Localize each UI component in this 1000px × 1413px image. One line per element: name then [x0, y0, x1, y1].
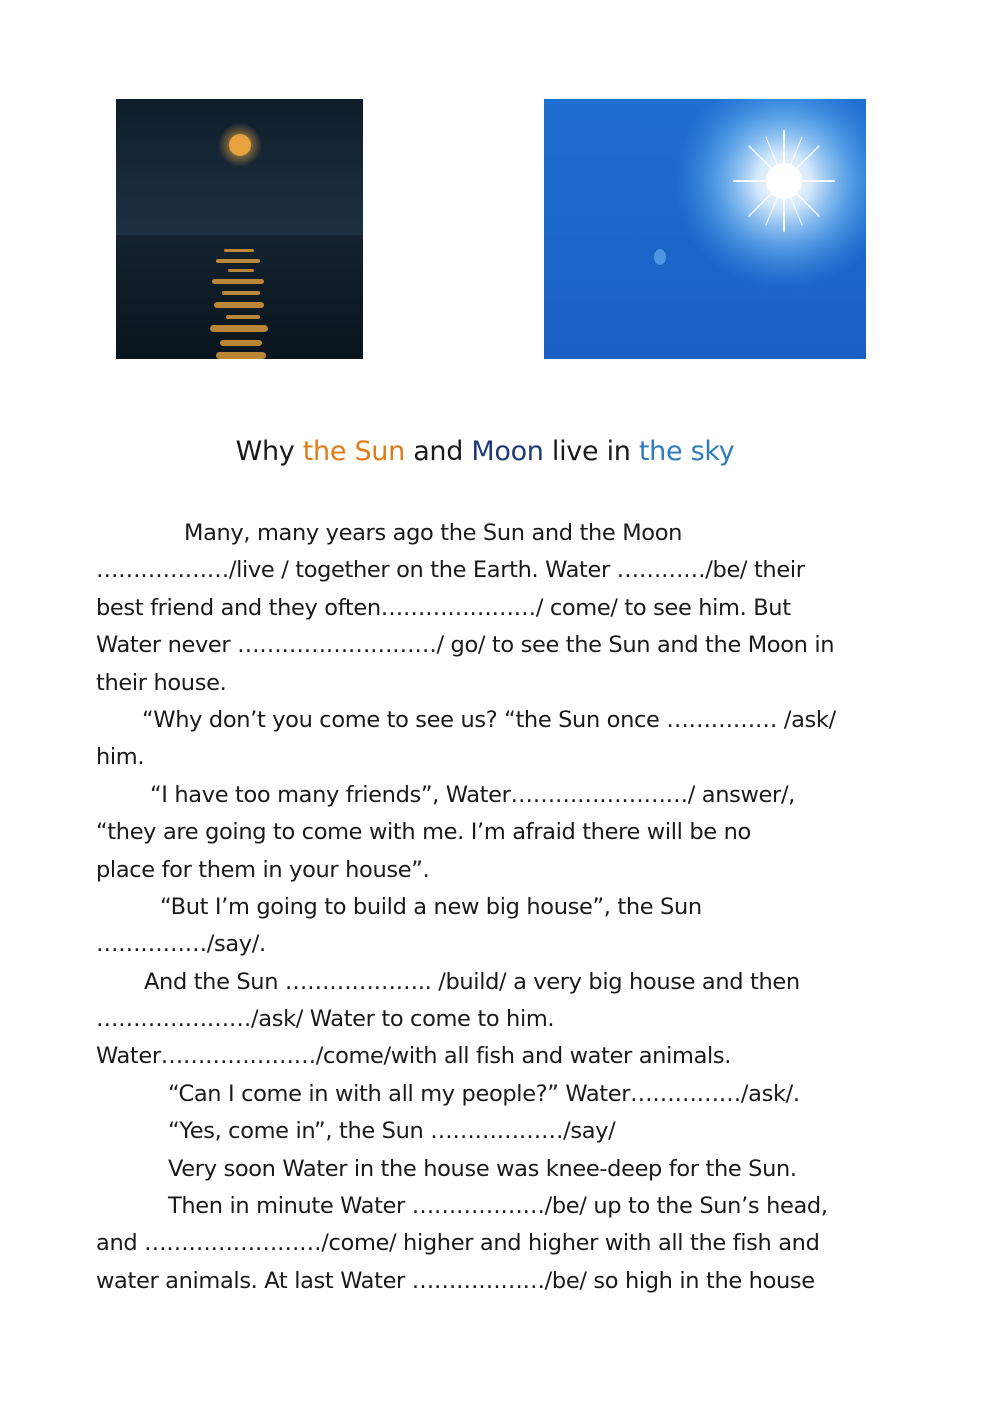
moon-photo [116, 99, 363, 359]
story-line: their house. [96, 669, 227, 696]
sun-photo [544, 99, 866, 359]
title-moon: Moon [471, 436, 544, 467]
story-line: Many, many years ago the Sun and the Moon [184, 520, 683, 546]
title-live-in: live in [543, 436, 639, 467]
story-line: “I have too many friends”, Water……………………/ answer/, [150, 781, 795, 808]
story-line: “But I’m going to build a new big house”, the Sun [160, 893, 702, 920]
story-line: and ……………………/come/ higher and higher with all the fish and [96, 1230, 820, 1257]
story-text [96, 515, 916, 1300]
story-line: Water…………………/come/with all fish and water animals. [96, 1043, 732, 1070]
story-line: place for them in your house”. [96, 856, 430, 883]
story-line: “Why don’t you come to see us? “the Sun once …………… /ask/ [142, 706, 836, 733]
title-the-sky: the sky [638, 436, 735, 467]
story-line: water animals. At last Water ………………/be/ so high in the house [96, 1267, 815, 1294]
story-line: “they are going to come with me. I’m afraid there will be no [96, 819, 751, 846]
story-line: him. [96, 744, 145, 771]
story-line: Then in minute Water ………………/be/ up to the Sun’s head, [168, 1193, 828, 1220]
moon-over-sea-image [116, 99, 363, 359]
story-line: Very soon Water in the house was knee-deep for the Sun. [168, 1155, 797, 1182]
story-line: ……………/say/. [96, 931, 266, 958]
story-line: best friend and they often…………………/ come/ to see him. But [96, 594, 791, 621]
story-line: …………………/ask/ Water to come to him. [96, 1006, 555, 1033]
story-line: “Yes, come in”, the Sun ………………/say/ [168, 1118, 616, 1145]
sun-in-blue-sky-image [544, 99, 866, 359]
story-line: ………………/live / together on the Earth. Water …………/be/ their [96, 557, 805, 584]
title-why: Why [235, 436, 303, 467]
story-line: And the Sun ……………….. /build/ a very big house and then [144, 968, 800, 995]
story-line: Water never ………………………/ go/ to see the Sun and the Moon in [96, 632, 835, 659]
title-the-sun: the Sun [302, 436, 405, 467]
story-title [0, 432, 970, 472]
story-line: “Can I come in with all my people?” Water……………/ask/. [168, 1080, 800, 1107]
title-and: and [404, 436, 472, 467]
